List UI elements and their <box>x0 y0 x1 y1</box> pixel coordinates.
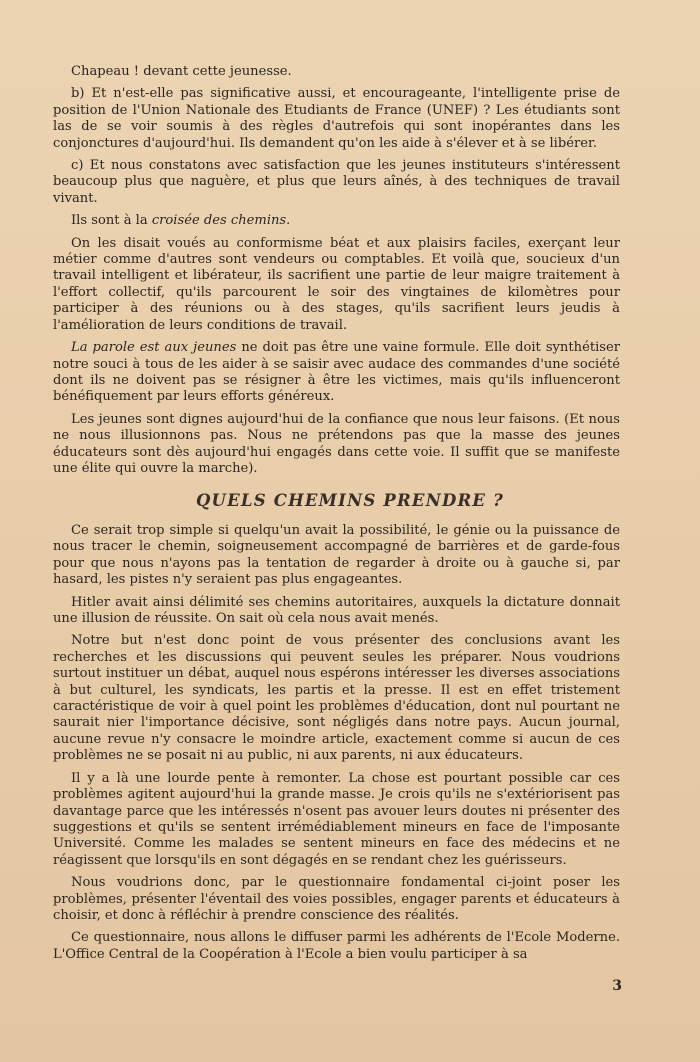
emphasis-text: croisée des chemins. <box>151 213 291 229</box>
paragraph: Ce serait trop simple si quelqu'un avait la possibilité, le génie ou la puissance de nous tracer le chemin, soigneusement accompagné de barrières et de garde-fous pour que nous n'ayons pas la tentation de regarder à droite ou à gauche si, par hasard, les pistes n'y seraient pas plus engageantes. <box>53 523 620 588</box>
paragraph <box>53 213 620 229</box>
paragraph: b) Et n'est-elle pas significative aussi, et encourageante, l'intelligente prise de position de l'Union Nationale des Etudiants de France (UNEF) ? Les étudiants sont las de se voir soumis à des règles d'autrefois qui sont inopérantes dans les conjonctures d'aujourd'hui. Ils demandent qu'on les aide à s'élever et à se libérer. <box>53 86 620 151</box>
opening-section <box>53 64 620 483</box>
paragraph: Les jeunes sont dignes aujourd'hui de la confiance que nous leur faisons. (Et nous ne nous illusionnons pas. Nous ne prétendons pas que la masse des jeunes éducateurs sont dès aujourd'hui engagés dans cette voie. Il suffit que se manifeste une élite qui ouvre la marche). <box>53 411 620 476</box>
paragraph-text: Ils sont à la <box>71 213 152 229</box>
paragraph-text: ne doit pas être une vaine formule. Elle doit synthétiser notre souci à tous de les aider à se saisir avec audace des commandes d'une société dont ils ne doivent pas se résigner à être les victimes, mais qu'ils influenceront bénéfiquement par leurs efforts généreux. <box>53 340 620 405</box>
section-heading: QUELS CHEMINS PRENDRE ? <box>195 491 504 510</box>
paragraph: Hitler avait ainsi délimité ses chemins autoritaires, auxquels la dictature donnait une illusion de réussite. On sait où cela nous avait menés. <box>53 594 620 627</box>
paragraph: Nous voudrions donc, par le questionnaire fondamental ci-joint poser les problèmes, présenter l'éventail des voies possibles, engager parents et éducateurs à choisir, et donc à réfléchir à prendre conscience des réalités. <box>53 875 620 923</box>
main-section <box>53 523 620 969</box>
paragraph: Ce questionnaire, nous allons le diffuser parmi les adhérents de l'Ecole Moderne. L'Office Central de la Coopération à l'Ecole a bien voulu participer à sa <box>53 930 620 962</box>
paragraph: On les disait voués au conformisme béat et aux plaisirs faciles, exerçant leur métier comme d'autres sont vendeurs ou comptables. Et voilà que, soucieux d'un travail intelligent et libérateur, ils sacrifient une partie de leur maigre traitement à l'effort collectif, qu'ils parcourent le soir des vingtaines de kilomètres pour participer à des réunions ou à des stages, qu'ils sacrifient leurs jeudis à l'amélioration de leurs conditions de travail. <box>53 235 620 333</box>
paragraph <box>53 340 620 406</box>
page-number: 3 <box>612 978 622 994</box>
paragraph: c) Et nous constatons avec satisfaction que les jeunes instituteurs s'intéressent beaucoup plus que naguère, et plus que leurs aînés, à des techniques de travail vivant. <box>53 158 620 206</box>
paragraph: Notre but n'est donc point de vous présenter des conclusions avant les recherches et les discussions qui peuvent seules les préparer. Nous voudrions surtout instituer un débat, auquel nous espérons intéresser les diverses associations à but culturel, les syndicats, les partis et la presse. Il est en effet tristement caractéristique de voir à quel point les problèmes d'éducation, dont nul pourtant ne saurait nier l'importance décisive, sont négligés dans notre pays. Aucun journal, aucune revue n'y consacre le moindre article, exactement comme si aucun de ces problèmes ne se posait ni au public, ni aux parents, ni aux éducateurs. <box>53 633 620 764</box>
paragraph: Il y a là une lourde pente à remonter. La chose est pourtant possible car ces problèmes agitent aujourd'hui la grande masse. Je crois qu'ils ne s'extériorisent pas davantage parce que les intéressés n'osent pas avouer leurs doutes ni présenter des suggestions et qu'ils se sentent irrémédiablement mineurs en face de l'imposante Université. Comme les malades se sentent mineurs en face des médecins et ne réagissent que lorsqu'ils en sont dégagés en se rendant chez les guérisseurs. <box>53 770 620 868</box>
paragraph: Chapeau ! devant cette jeunesse. <box>71 64 292 79</box>
emphasis-text: La parole est aux jeunes <box>71 340 237 356</box>
